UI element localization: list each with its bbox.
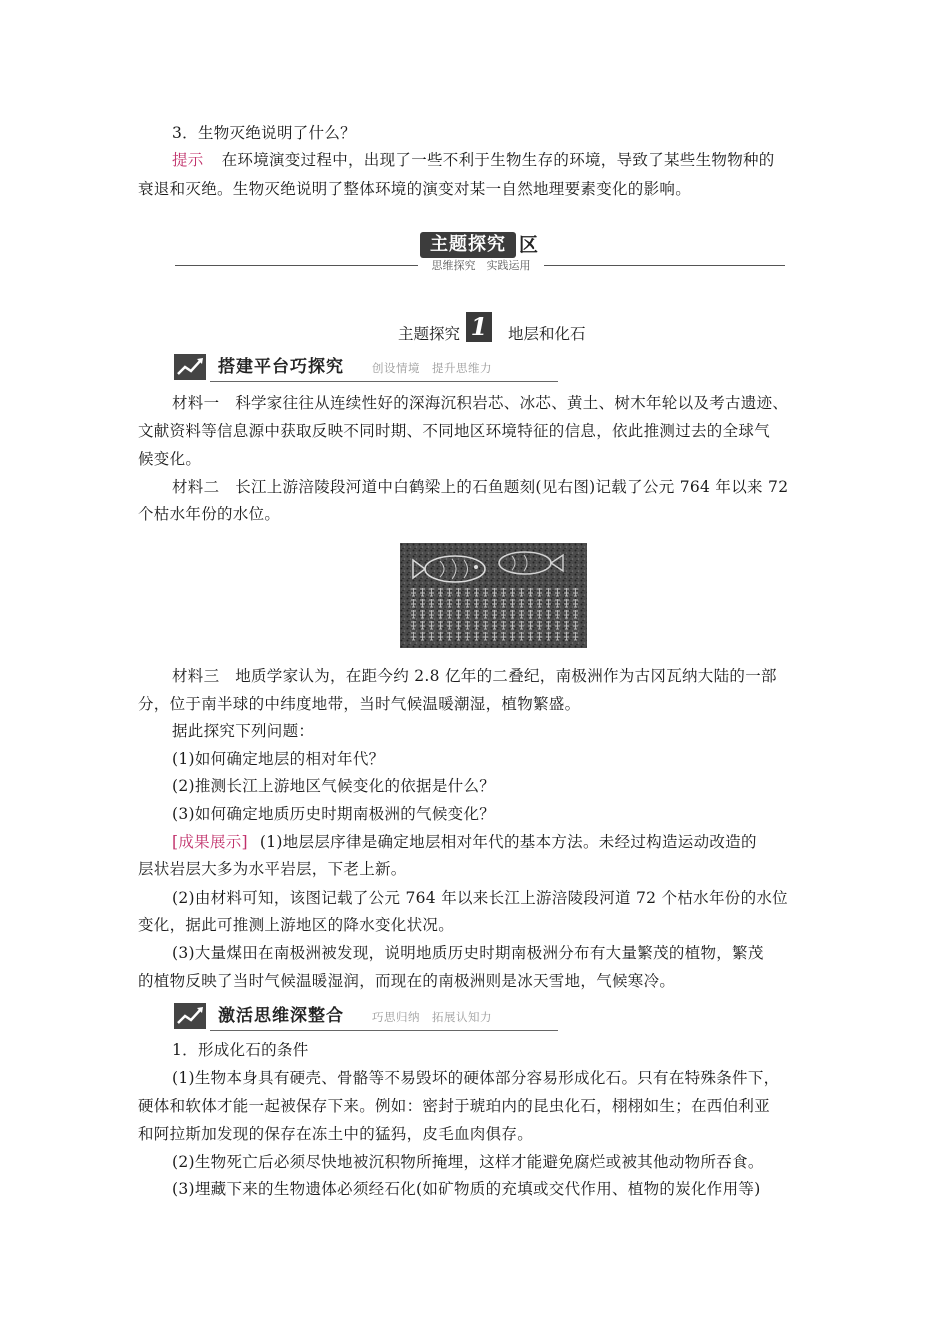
material-3-line-1: 材料三 地质学家认为，在距今约 2.8 亿年的二叠纪，南极洲作为古冈瓦纳大陆的一部	[172, 667, 777, 685]
section-header-integrate	[174, 1001, 558, 1031]
section-subtitle: 巧思归纳 拓展认知力	[372, 1010, 492, 1024]
banner-suffix: 区	[519, 234, 539, 256]
section-header-explore	[174, 352, 558, 382]
topic-number: 1	[466, 312, 492, 342]
section-title: 激活思维深整合	[218, 1006, 344, 1026]
material-1-line-3: 候变化。	[138, 450, 202, 468]
banner-title: 主题探究	[420, 232, 516, 258]
section-rule	[210, 1030, 558, 1031]
question-2: (2)推测长江上游地区气候变化的依据是什么？	[172, 777, 496, 795]
material-2-line-1: 材料二 长江上游涪陵段河道中白鹤梁上的石鱼题刻(见右图)记载了公元 764 年以来 72	[172, 478, 789, 496]
section-title: 搭建平台巧探究	[218, 357, 344, 377]
answer-2-line-2: 变化，据此可推测上游地区的降水变化状况。	[138, 916, 455, 934]
stone-fish-inscription-image	[400, 543, 587, 648]
topic-prefix: 主题探究	[398, 325, 461, 343]
question-1: (1)如何确定地层的相对年代？	[172, 750, 385, 768]
answer-1-text: (1)地层层序律是确定地层相对年代的基本方法。未经过构造运动改造的	[259, 833, 757, 851]
chart-trend-icon	[174, 354, 206, 380]
answer-2-line-1: (2)由材料可知，该图记载了公元 764 年以来长江上游涪陵段河道 72 个枯水年份的水位	[172, 889, 788, 907]
material-2-line-2: 个枯水年份的水位。	[138, 505, 281, 523]
topic-title: 地层和化石	[508, 325, 586, 343]
material-3-line-2: 分，位于南半球的中纬度地带，当时气候温暖潮湿，植物繁盛。	[138, 695, 581, 713]
question-3: 3．生物灭绝说明了什么？	[172, 124, 356, 142]
section-rule	[210, 381, 558, 382]
tip-line-1	[172, 147, 775, 173]
fossil-p1-line-1: (1)生物本身具有硬壳、骨骼等不易毁坏的硬体部分容易形成化石。只有在特殊条件下，	[172, 1069, 780, 1087]
questions-intro: 据此探究下列问题：	[172, 722, 315, 740]
answer-3-line-1: (3)大量煤田在南极洲被发现，说明地质历史时期南极洲分布有大量繁茂的植物，繁茂	[172, 944, 764, 962]
fossil-heading: 1．形成化石的条件	[172, 1041, 309, 1059]
fossil-p1-line-2: 硬体和软体才能一起被保存下来。例如：密封于琥珀内的昆虫化石，栩栩如生；在西伯利亚	[138, 1097, 771, 1115]
tip-label: 提示	[172, 151, 204, 169]
answer-1-line-1	[172, 829, 757, 855]
results-label: [成果展示]	[172, 833, 248, 851]
fossil-p1-line-3: 和阿拉斯加发现的保存在冻土中的猛犸，皮毛血肉俱存。	[138, 1125, 534, 1143]
material-1-line-2: 文献资料等信息源中获取反映不同时期、不同地区环境特征的信息，依此推测过去的全球气	[138, 422, 771, 440]
question-3-explore: (3)如何确定地质历史时期南极洲的气候变化？	[172, 805, 496, 823]
answer-1-line-2: 层状岩层大多为水平岩层，下老上新。	[138, 860, 407, 878]
tip-text-1: 在环境演变过程中，出现了一些不利于生物生存的环境，导致了某些生物物种的	[221, 151, 775, 169]
banner-subtitle: 思维探究 实践运用	[418, 258, 544, 274]
material-1-line-1: 材料一 科学家往往从连续性好的深海沉积岩芯、冰芯、黄土、树木年轮以及考古遗迹、	[172, 394, 789, 412]
answer-3-line-2: 的植物反映了当时气候温暖湿润，而现在的南极洲则是冰天雪地，气候寒冷。	[138, 972, 676, 990]
fossil-p2: (2)生物死亡后必须尽快地被沉积物所掩埋，这样才能避免腐烂或被其他动物所吞食。	[172, 1153, 764, 1171]
section-subtitle: 创设情境 提升思维力	[372, 361, 492, 375]
tip-line-2: 衰退和灭绝。生物灭绝说明了整体环境的演变对某一自然地理要素变化的影响。	[138, 180, 692, 198]
fossil-p3: (3)埋藏下来的生物遗体必须经石化(如矿物质的充填或交代作用、植物的炭化作用等)	[172, 1180, 761, 1198]
chart-trend-icon	[174, 1003, 206, 1029]
